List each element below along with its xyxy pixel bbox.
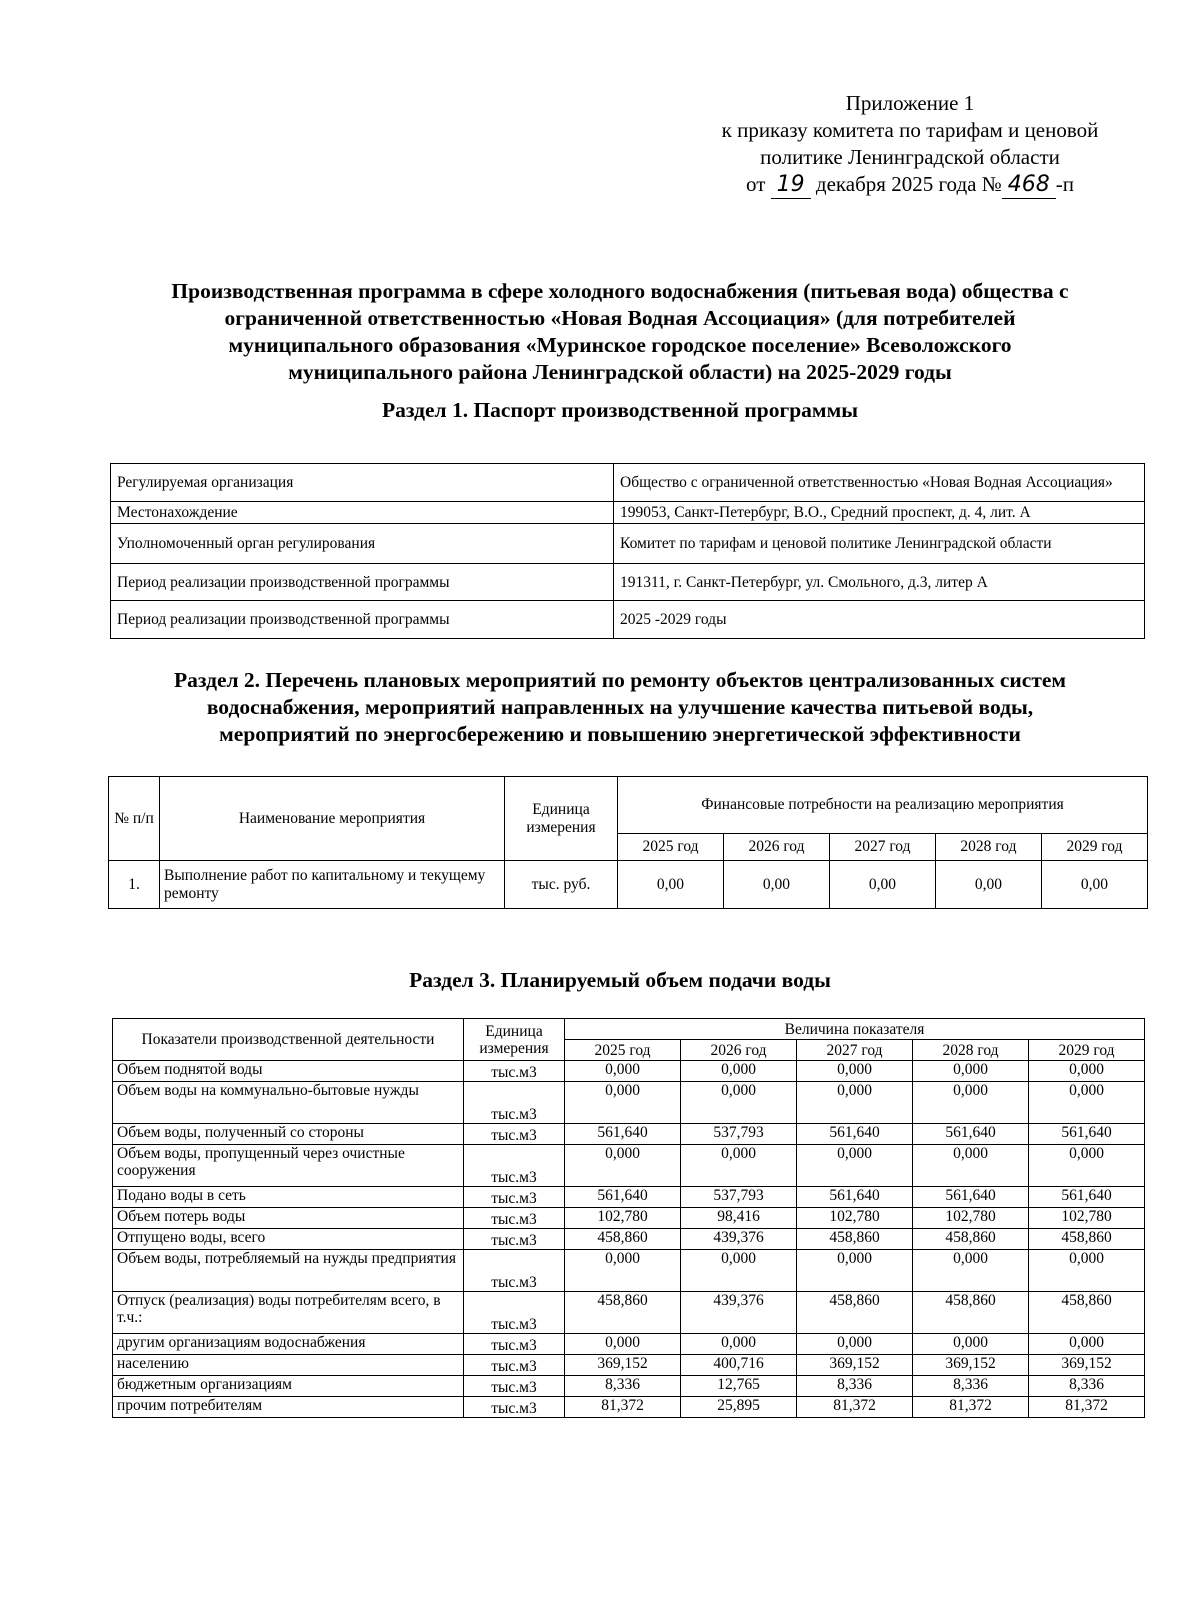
event-name: Выполнение работ по капитальному и текущему ремонту [160, 861, 505, 909]
col-unit-header: Единица измерения [505, 777, 618, 861]
col-unit-header: Единица измерения [464, 1019, 565, 1061]
title-line-1: Производственная программа в сфере холодного водоснабжения (питьевая вода) общества с [171, 279, 1069, 303]
indicator-value: 0,000 [1029, 1145, 1145, 1187]
indicator-name: Объем поднятой воды [113, 1061, 464, 1082]
indicator-value: 561,640 [565, 1124, 681, 1145]
indicator-value: 0,000 [1029, 1334, 1145, 1355]
section2-heading-line-1: Раздел 2. Перечень плановых мероприятий по ремонту объектов централизованных систем [173, 668, 1067, 692]
indicator-name: другим организациям водоснабжения [113, 1334, 464, 1355]
indicator-unit: тыс.м3 [464, 1397, 565, 1418]
table-row [113, 1250, 1145, 1292]
indicator-value: 0,000 [797, 1145, 913, 1187]
indicator-value: 458,860 [565, 1292, 681, 1334]
indicator-value: 439,376 [681, 1292, 797, 1334]
table-row [113, 1229, 1145, 1250]
event-value: 0,00 [723, 861, 829, 909]
year-header: 2025 год [565, 1040, 681, 1061]
passport-label: Уполномоченный орган регулирования [111, 524, 614, 564]
passport-label: Местонахождение [111, 502, 614, 524]
indicator-value: 0,000 [1029, 1250, 1145, 1292]
indicator-value: 8,336 [1029, 1376, 1145, 1397]
annex-line-3: политике Ленинградской области [760, 145, 1060, 169]
section1-heading: Раздел 1. Паспорт производственной программы [381, 398, 859, 422]
col-name-header: Наименование мероприятия [160, 777, 505, 861]
passport-value: 2025 -2029 годы [614, 601, 1145, 639]
indicator-unit: тыс.м3 [464, 1124, 565, 1145]
annex-header [690, 90, 1130, 199]
indicator-name: прочим потребителям [113, 1397, 464, 1418]
annex-line-2: к приказу комитета по тарифам и ценовой [721, 118, 1099, 142]
event-unit: тыс. руб. [505, 861, 618, 909]
handwritten-number: 468 [1002, 171, 1056, 199]
indicator-value: 8,336 [565, 1376, 681, 1397]
indicator-name: Отпущено воды, всего [113, 1229, 464, 1250]
indicator-name: Отпуск (реализация) воды потребителям всего, в т.ч.: [113, 1292, 464, 1334]
table-row [111, 601, 1145, 639]
handwritten-day: 19 [771, 171, 811, 199]
document-title [105, 278, 1135, 386]
indicator-value: 81,372 [565, 1397, 681, 1418]
indicator-value: 0,000 [913, 1061, 1029, 1082]
indicator-value: 81,372 [913, 1397, 1029, 1418]
title-line-3: муниципального образования «Муринское городское поселение» Всеволожского [228, 333, 1012, 357]
table-row [113, 1397, 1145, 1418]
indicator-value: 102,780 [565, 1208, 681, 1229]
indicator-value: 0,000 [913, 1145, 1029, 1187]
event-value: 0,00 [829, 861, 935, 909]
indicator-value: 561,640 [913, 1124, 1029, 1145]
indicator-value: 102,780 [797, 1208, 913, 1229]
indicator-value: 0,000 [565, 1334, 681, 1355]
indicator-unit: тыс.м3 [464, 1376, 565, 1397]
indicator-value: 81,372 [1029, 1397, 1145, 1418]
indicator-name: Объем воды на коммунально-бытовые нужды [113, 1082, 464, 1124]
event-value: 0,00 [618, 861, 724, 909]
indicator-unit: тыс.м3 [464, 1208, 565, 1229]
table-row [111, 464, 1145, 502]
section3-heading: Раздел 3. Планируемый объем подачи воды [409, 968, 831, 992]
indicator-unit: тыс.м3 [464, 1334, 565, 1355]
section2-heading-line-2: водоснабжения, мероприятий направленных на улучшение качества питьевой воды, [206, 695, 1034, 719]
indicator-name: бюджетным организациям [113, 1376, 464, 1397]
indicator-value: 8,336 [913, 1376, 1029, 1397]
order-suffix: -п [1055, 172, 1074, 196]
indicator-value: 0,000 [681, 1061, 797, 1082]
indicator-value: 0,000 [565, 1082, 681, 1124]
table-row [113, 1061, 1145, 1082]
table-row [111, 564, 1145, 601]
indicator-value: 0,000 [681, 1145, 797, 1187]
table-row [111, 502, 1145, 524]
indicator-value: 458,860 [913, 1292, 1029, 1334]
indicator-name: Объем воды, полученный со стороны [113, 1124, 464, 1145]
passport-label: Регулируемая организация [111, 464, 614, 502]
volume-table-body [113, 1061, 1145, 1418]
section2-heading [105, 667, 1135, 748]
table-row [113, 1145, 1145, 1187]
table-row [113, 1187, 1145, 1208]
indicator-value: 561,640 [797, 1124, 913, 1145]
indicator-value: 25,895 [681, 1397, 797, 1418]
date-middle: декабря 2025 года № [815, 172, 1002, 196]
indicator-value: 0,000 [565, 1145, 681, 1187]
indicator-value: 561,640 [797, 1187, 913, 1208]
indicator-value: 400,716 [681, 1355, 797, 1376]
indicator-value: 537,793 [681, 1124, 797, 1145]
table-row [113, 1082, 1145, 1124]
indicator-value: 0,000 [797, 1334, 913, 1355]
indicator-value: 0,000 [913, 1334, 1029, 1355]
table-row [113, 1334, 1145, 1355]
event-value: 0,00 [1041, 861, 1147, 909]
col-value-header: Величина показателя [565, 1019, 1145, 1040]
indicator-value: 0,000 [797, 1082, 913, 1124]
indicator-value: 458,860 [565, 1229, 681, 1250]
indicator-value: 81,372 [797, 1397, 913, 1418]
year-header: 2028 год [913, 1040, 1029, 1061]
event-number: 1. [109, 861, 160, 909]
passport-value: Комитет по тарифам и ценовой политике Ленинградской области [614, 524, 1145, 564]
indicator-value: 0,000 [681, 1334, 797, 1355]
indicator-name: Объем потерь воды [113, 1208, 464, 1229]
indicator-value: 0,000 [797, 1250, 913, 1292]
title-line-4: муниципального района Ленинградской области) на 2025-2029 годы [288, 360, 952, 384]
indicator-value: 561,640 [565, 1187, 681, 1208]
indicator-unit: тыс.м3 [464, 1229, 565, 1250]
indicator-value: 458,860 [797, 1229, 913, 1250]
section2-heading-line-3: мероприятий по энергосбережению и повышению энергетической эффективности [219, 722, 1021, 746]
indicator-value: 102,780 [1029, 1208, 1145, 1229]
indicator-value: 0,000 [913, 1250, 1029, 1292]
table-header-row [113, 1019, 1145, 1040]
table-row [113, 1208, 1145, 1229]
indicator-value: 369,152 [913, 1355, 1029, 1376]
indicator-value: 458,860 [913, 1229, 1029, 1250]
water-volume-table [112, 1018, 1145, 1418]
table-row [111, 524, 1145, 564]
indicator-value: 458,860 [1029, 1292, 1145, 1334]
indicator-unit: тыс.м3 [464, 1250, 565, 1292]
table-row [113, 1124, 1145, 1145]
date-prefix: от [746, 172, 766, 196]
indicator-value: 0,000 [1029, 1082, 1145, 1124]
annex-date-line [690, 171, 1130, 199]
year-header: 2026 год [723, 834, 829, 861]
indicator-value: 0,000 [913, 1082, 1029, 1124]
indicator-unit: тыс.м3 [464, 1292, 565, 1334]
indicator-value: 0,000 [1029, 1061, 1145, 1082]
indicator-value: 102,780 [913, 1208, 1029, 1229]
year-header: 2026 год [681, 1040, 797, 1061]
indicator-value: 561,640 [1029, 1187, 1145, 1208]
indicator-value: 8,336 [797, 1376, 913, 1397]
indicator-value: 98,416 [681, 1208, 797, 1229]
passport-value: Общество с ограниченной ответственностью «Новая Водная Ассоциация» [614, 464, 1145, 502]
col-number-header: № п/п [109, 777, 160, 861]
year-header: 2029 год [1029, 1040, 1145, 1061]
year-header: 2027 год [829, 834, 935, 861]
indicator-value: 12,765 [681, 1376, 797, 1397]
indicator-name: Подано воды в сеть [113, 1187, 464, 1208]
col-finance-header: Финансовые потребности на реализацию мероприятия [618, 777, 1148, 834]
indicator-value: 0,000 [565, 1061, 681, 1082]
table-header-row [109, 777, 1148, 834]
indicator-name: Объем воды, пропущенный через очистные сооружения [113, 1145, 464, 1187]
passport-value: 191311, г. Санкт-Петербург, ул. Смольного, д.3, литер А [614, 564, 1145, 601]
indicator-value: 0,000 [681, 1250, 797, 1292]
table-row [113, 1292, 1145, 1334]
indicator-value: 0,000 [565, 1250, 681, 1292]
indicator-unit: тыс.м3 [464, 1355, 565, 1376]
indicator-value: 561,640 [1029, 1124, 1145, 1145]
passport-value: 199053, Санкт-Петербург, В.О., Средний проспект, д. 4, лит. А [614, 502, 1145, 524]
event-value: 0,00 [935, 861, 1041, 909]
passport-label: Период реализации производственной программы [111, 564, 614, 601]
year-header: 2028 год [935, 834, 1041, 861]
indicator-value: 561,640 [913, 1187, 1029, 1208]
annex-line-1: Приложение 1 [845, 91, 975, 115]
year-header: 2025 год [618, 834, 724, 861]
table-row [109, 861, 1148, 909]
table-row [113, 1355, 1145, 1376]
col-indicator-header: Показатели производственной деятельности [113, 1019, 464, 1061]
indicator-value: 458,860 [1029, 1229, 1145, 1250]
indicator-value: 537,793 [681, 1187, 797, 1208]
indicator-value: 369,152 [565, 1355, 681, 1376]
indicator-value: 439,376 [681, 1229, 797, 1250]
year-header: 2027 год [797, 1040, 913, 1061]
title-line-2: ограниченной ответственностью «Новая Водная Ассоциация» (для потребителей [224, 306, 1016, 330]
events-table [108, 776, 1148, 909]
indicator-value: 0,000 [797, 1061, 913, 1082]
year-header: 2029 год [1041, 834, 1147, 861]
indicator-name: Объем воды, потребляемый на нужды предприятия [113, 1250, 464, 1292]
indicator-unit: тыс.м3 [464, 1061, 565, 1082]
indicator-value: 369,152 [1029, 1355, 1145, 1376]
indicator-value: 0,000 [681, 1082, 797, 1124]
passport-label: Период реализации производственной программы [111, 601, 614, 639]
passport-table [110, 463, 1145, 639]
indicator-unit: тыс.м3 [464, 1082, 565, 1124]
indicator-unit: тыс.м3 [464, 1187, 565, 1208]
indicator-name: населению [113, 1355, 464, 1376]
table-row [113, 1376, 1145, 1397]
indicator-unit: тыс.м3 [464, 1145, 565, 1187]
indicator-value: 369,152 [797, 1355, 913, 1376]
indicator-value: 458,860 [797, 1292, 913, 1334]
